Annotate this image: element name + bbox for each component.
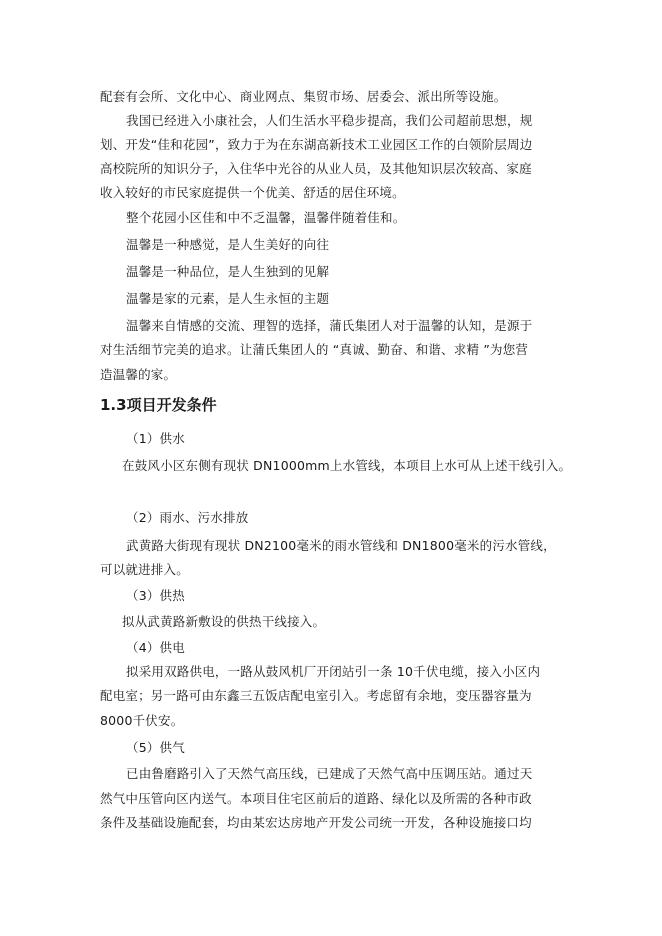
text-line: 温馨是一种品位，是人生独到的见解 — [126, 264, 330, 279]
text-line: 温馨是家的元素，是人生永恒的主题 — [126, 291, 330, 306]
text-line: 温馨来自情感的交流、理智的选择，蒲氏集团人对于温馨的认知，是源于 — [126, 318, 533, 333]
subsection-label: （4）供电 — [126, 640, 185, 655]
text-line: 8000千伏安。 — [100, 713, 184, 728]
text-line: 对生活细节完美的追求。让蒲氏集团人的 “真诚、勤奋、和谐、求精 ”为您营 — [100, 342, 529, 357]
text-line: 整个花园小区佳和中不乏温馨，温馨伴随着佳和。 — [126, 210, 406, 225]
text-line: 拟采用双路供电，一路从鼓风机厂开闭站引一条 10千伏电缆，接入小区内 — [126, 664, 541, 679]
text-line: 配电室；另一路可由东鑫三五饭店配电室引入。考虑留有余地，变压器容量为 — [100, 688, 532, 703]
text-line: 可以就进排入。 — [100, 562, 189, 577]
subsection-label: （3）供热 — [126, 588, 185, 603]
text-line: 拟从武黄路新敷设的供热干线接入。 — [122, 614, 326, 629]
text-line: 然气中压管向区内送气。本项目住宅区前后的道路、绿化以及所需的各种市政 — [100, 791, 532, 806]
subsection-label: （2）雨水、污水排放 — [126, 510, 249, 525]
text-line: 我国已经进入小康社会，人们生活水平稳步提高，我们公司超前思想，规 — [126, 113, 533, 128]
text-line: 配套有会所、文化中心、商业网点、集贸市场、居委会、派出所等设施。 — [100, 89, 507, 104]
subsection-label: （1）供水 — [126, 431, 185, 446]
text-line: 高校院所的知识分子，入住华中光谷的从业人员，及其他知识层次较高、家庭 — [100, 161, 532, 176]
section-heading: 1.3项目开发条件 — [100, 396, 217, 414]
subsection-label: （5）供气 — [126, 740, 185, 755]
text-line: 已由鲁磨路引入了天然气高压线，已建成了天然气高中压调压站。通过天 — [126, 766, 533, 781]
text-line: 造温馨的家。 — [100, 367, 177, 382]
text-line: 收入较好的市民家庭提供一个优美、舒适的居住环境。 — [100, 185, 405, 200]
text-line: 条件及基础设施配套，均由某宏达房地产开发公司统一开发，各种设施接口均 — [100, 815, 532, 830]
text-line: 温馨是一种感觉，是人生美好的向往 — [126, 237, 330, 252]
text-line: 划、开发“佳和花园”，致力于为在东湖高新技术工业园区工作的白领阶层周边 — [100, 137, 533, 152]
text-line: 在鼓风小区东侧有现状 DN1000mm上水管线，本项目上水可从上述干线引入。 — [122, 458, 572, 473]
text-line: 武黄路大街现有现状 DN2100毫米的雨水管线和 DN1800毫米的污水管线， — [126, 538, 556, 553]
